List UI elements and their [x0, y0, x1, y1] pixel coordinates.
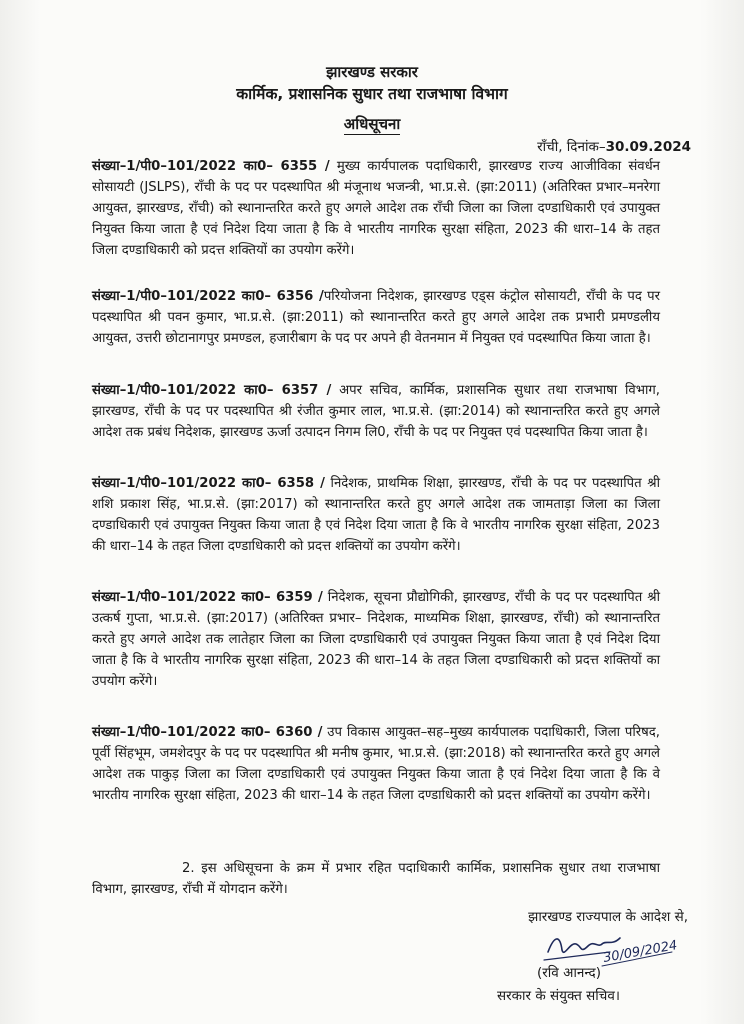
order-body: परियोजना निदेशक, झारखण्ड एड्स कंट्रोल सोसायटी, राँची के पद पर पदस्थापित श्री पवन कुमार, भा.प्र.से. (झा:2011) को स्थानान्तरित करते हुए अगले आदेश तक प्रभारी प्रमण्डलीय आयुक्त, उत्तरी छोटानागपुर प्रमण्डल, हजारीबाग के पद पर अपने ही वेतनमान में नियुक्त एवं पदस्थापित किया जाता है। — [92, 289, 660, 346]
order-paragraph — [92, 722, 660, 806]
order-paragraph — [92, 380, 660, 443]
order-reference: संख्या–1/पी0–101/2022 का0– 6355 / — [92, 159, 330, 174]
order-reference: संख्या–1/पी0–101/2022 का0– 6356 / — [92, 289, 324, 304]
signature-order-line: झारखण्ड राज्यपाल के आदेश से, — [528, 909, 688, 925]
notification-title — [0, 114, 744, 134]
order-paragraph — [92, 156, 660, 261]
order-body: निदेशक, सूचना प्रौद्योगिकी, झारखण्ड, राँची के पद पर पदस्थापित श्री उत्कर्ष गुप्ता, भा.प्र.से. (झा:2017) (अतिरिक्त प्रभार– निदेशक, माध्यमिक शिक्षा, झारखण्ड, राँची) को स्थानान्तरित करते हुए अगले आदेश तक लातेहार जिला का जिला दण्डाधिकारी एवं उपायुक्त नियुक्त किया जाता है एवं निदेश दिया जाता है कि वे भारतीय नागरिक सुरक्षा संहिता, 2023 की धारा–14 के तहत जिला दण्डाधिकारी को प्रदत्त शक्तियों का उपयोग करेंगे। — [92, 590, 661, 689]
signatory-designation: सरकार के संयुक्त सचिव। — [497, 988, 620, 1004]
order-reference: संख्या–1/पी0–101/2022 का0– 6357 / — [92, 383, 332, 398]
order-body: निदेशक, प्राथमिक शिक्षा, झारखण्ड, राँची के पद पर पदस्थापित श्री शशि प्रकाश सिंह, भा.प्र.से. (झा:2017) को स्थानान्तरित करते हुए अगले आदेश तक जामताड़ा जिला का जिला दण्डाधिकारी एवं उपायुक्त नियुक्त किया जाता है एवं निदेश दिया जाता है कि वे भारतीय नागरिक सुरक्षा संहिता, 2023 की धारा–14 के तहत जिला दण्डाधिकारी को प्रदत्त शक्तियों का उपयोग करेंगे। — [92, 476, 660, 554]
order-reference: संख्या–1/पी0–101/2022 का0– 6360 / — [92, 725, 323, 740]
date-line — [537, 137, 691, 155]
order-body: अपर सचिव, कार्मिक, प्रशासनिक सुधार तथा राजभाषा विभाग, झारखण्ड, राँची के पद पर पदस्थापित श्री रंजीत कुमार लाल, भा.प्र.से. (झा:2014) को स्थानान्तरित करते हुए अगले आदेश तक प्रबंध निदेशक, झारखण्ड ऊर्जा उत्पादन निगम लि0, राँची के पद पर नियुक्त एवं पदस्थापित किया जाता है। — [92, 383, 660, 440]
order-paragraph — [92, 473, 660, 557]
date-prefix: राँची, दिनांक– — [537, 139, 606, 155]
signatory-name: (रवि आनन्द) — [537, 965, 601, 981]
order-body: मुख्य कार्यपालक पदाधिकारी, झारखण्ड राज्य आजीविका संवर्धन सोसायटी (JSLPS), राँची के पद पर पदस्थापित श्री मंजूनाथ भजन्त्री, भा.प्र.से. (झा:2011) (अतिरिक्त प्रभार–मनरेगा आयुक्त, झारखण्ड, राँची) को स्थानान्तरित करते हुए अगले आदेश तक राँची जिला का जिला दण्डाधिकारी एवं उपायुक्त नियुक्त किया जाता है एवं निदेश दिया जाता है कि वे भारतीय नागरिक सुरक्षा संहिता, 2023 की धारा–14 के तहत जिला दण्डाधिकारी को प्रदत्त शक्तियों का उपयोग करेंगे। — [92, 159, 661, 258]
order-body: उप विकास आयुक्त–सह–मुख्य कार्यपालक पदाधिकारी, जिला परिषद, पूर्वी सिंहभूम, जमशेदपुर के पद पर पदस्थापित श्री मनीष कुमार, भा.प्र.से. (झा:2018) को स्थानान्तरित करते हुए अगले आदेश तक पाकुड़ जिला का जिला दण्डाधिकारी एवं उपायुक्त नियुक्त किया जाता है एवं निदेश दिया जाता है कि वे भारतीय नागरिक सुरक्षा संहिता, 2023 की धारा–14 के तहत जिला दण्डाधिकारी को प्रदत्त शक्तियों का उपयोग करेंगे। — [92, 725, 660, 803]
order-paragraph — [92, 587, 660, 692]
date-value: 30.09.2024 — [605, 139, 691, 155]
order-reference: संख्या–1/पी0–101/2022 का0– 6359 / — [92, 590, 323, 605]
closing-paragraph: 2. इस अधिसूचना के क्रम में प्रभार रहित पदाधिकारी कार्मिक, प्रशासनिक सुधार तथा राजभाषा विभाग, झारखण्ड, राँची में योगदान करेंगे। — [92, 861, 660, 897]
department-name: कार्मिक, प्रशासनिक सुधार तथा राजभाषा विभाग — [236, 85, 508, 103]
order-reference: संख्या–1/पी0–101/2022 का0– 6358 / — [92, 476, 325, 491]
order-paragraph — [92, 286, 660, 349]
notification-title-text: अधिसूचना — [343, 115, 401, 133]
government-name: झारखण्ड सरकार — [326, 63, 418, 81]
signature-date: 30/09/2024 — [602, 938, 679, 966]
